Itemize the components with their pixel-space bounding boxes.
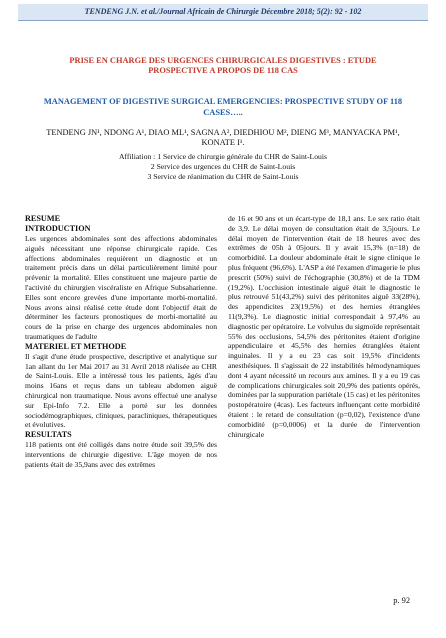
results-text-continued: de 16 et 90 ans et un écart-type de 18,1 ans. Le sex ratio était de 3,9. Le délai moyen de consultation était de 3,5jours. Le délai moyen de l'intervention était de 18 heures avec des extrêmes de 05h à 05jours. Il y avait 15,3% (n=18) de comorbidité. La douleur abdominale était le signe clinique le plus fréquent (96,6%). L'ASP a été l'examen d'imagerie le plus prescrit (50%) suivi de l'échographie (30,8%) et de la TDM (19,2%). L'occlusion intestinale aiguë était le diagnostic le plus retrouvé 51(43,2%) suivi des péritonites aiguë 33(28%), des appendicites 23(19,5%) et des hernies étranglées 11(9,3%). Le diagnostic initial correspondait à 97,4% au diagnostic per opératoire. Le volvulus du sigmoïde représentait 55% des occlusions, 54,5% des péritonites étaient d'origine appendiculaire et 45,5% des hernies étranglées étaient inguinales. Il y a eu 23 cas soit 19,5% d'incidents anesthésiques. Il s'agissait de 22 instabilités hémodynamiques dont 4 ayant nécessité un recours aux amines. Il y a eu 19 cas de complications chirurgicales soit 20,9% des patients opérés, dominées par la suppuration pariétale (15 cas) et les péritonites postopératoire (4cas). Les facteurs influençant cette morbidité étaient : le retard de consultation (p=0,02), l'existence d'une comorbidité (p=0,0006) et la durée de l'intervention chirurgicale (228, 214, 420, 439)
journal-header: TENDENG J.N. et al./Journal Africain de Chirurgie Décembre 2018; 5(2): 92 - 102 (18, 4, 428, 21)
affiliation-1: Affiliation : 1 Service de chirurgie générale du CHR de Saint-Louis (118, 152, 328, 161)
article-title-english: MANAGEMENT OF DIGESTIVE SURGICAL EMERGENCIES: PROSPECTIVE STUDY OF 118 CASES….. (43, 97, 403, 117)
introduction-text: Les urgences abdominales sont des affections abdominales aiguës nécessitant une réponse chirurgicale rapide. Ces affections abdominales requièrent un diagnostic et un traitement précis dans un délai particulièrement limité pour prévenir la mortalité. Elles constituent une majeure partie de l'activité du chirurgien viscéraliste en Afrique Subsaharienne. Elles sont encore grevées d'une importante morbi-mortalité. Nous avons ainsi réalisé cette étude dont l'objectif était de déterminer les facteurs pronostiques de morbi-mortalité au cours de la prise en charge des urgences abdominales non traumatiques de l'adulte (25, 234, 217, 341)
left-column (25, 214, 217, 470)
resume-heading: RESUME (25, 214, 61, 223)
affiliations (40, 152, 406, 182)
affiliation-2: 2 Service des urgences du CHR de Saint-Louis (150, 162, 296, 171)
methods-heading: MATERIEL ET METHODE (25, 341, 127, 351)
right-column (228, 214, 420, 439)
author-list: TENDENG JN¹, NDONG A¹, DIAO ML¹, SAGNA A², DIEDHIOU M², DIENG M³, MANYACKA PM¹, KONATE I¹. (46, 128, 400, 147)
article-title-french: PRISE EN CHARGE DES URGENCES CHIRURGICALES DIGESTIVES : ETUDE PROSPECTIVE A PROPOS DE 118 CAS (69, 56, 377, 75)
affiliation-3: 3 Service de réanimation du CHR de Saint-Louis (147, 172, 299, 181)
results-text: 118 patients ont été colligés dans notre étude soit 39,5% des interventions de chirurgie digestive. L'âge moyen de nos patients était de 35,9ans avec des extrêmes (25, 440, 217, 469)
methods-text: Il s'agit d'une étude prospective, descriptive et analytique sur 1an allant du 1er Mai 2017 au 31 Avril 2018 réalisée au CHR de Saint-Louis. Elle a intéressé tous les patients, âgés d'au moins 16ans et reçus dans un tableau abdomen aiguë chirurgical non traumatique. Nous avons effectué une analyse sur Epi-Info 7.2. Elle a porté sur les données sociodémographiques, cliniques, paracliniques, thérapeutiques et évolutives. (25, 351, 217, 430)
introduction-heading: INTRODUCTION (25, 224, 91, 233)
results-heading: RESULTATS (25, 430, 72, 440)
page-number: p. 92 (393, 596, 410, 605)
